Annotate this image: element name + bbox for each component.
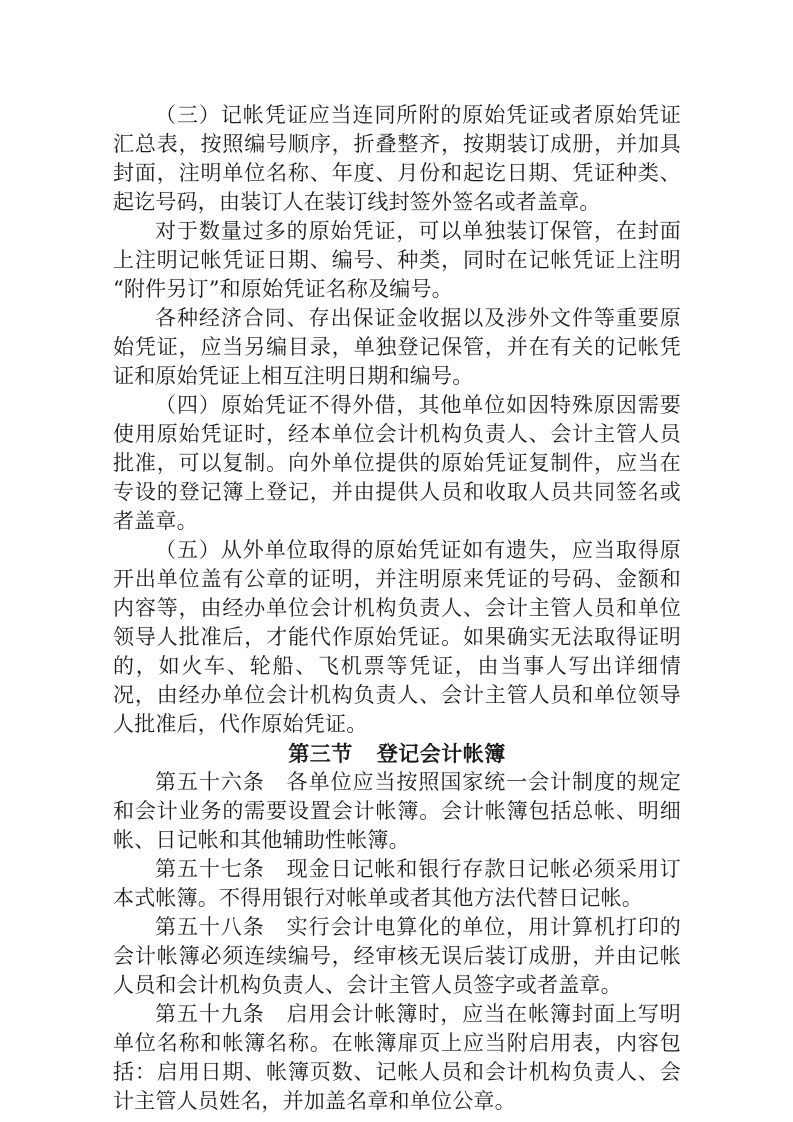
paragraph-article-56: 第五十六条 各单位应当按照国家统一会计制度的规定和会计业务的需要设置会计帐簿。会计帐簿包括总帐、明细帐、日记帐和其他辅助性帐簿。 (113, 770, 681, 852)
paragraph-bulk-vouchers: 对于数量过多的原始凭证，可以单独装订保管，在封面上注明记帐凭证日期、编号、种类，同时在记帐凭证上注明“附件另订”和原始凭证名称及编号。 (113, 219, 681, 301)
paragraph-article-58: 第五十八条 实行会计电算化的单位，用计算机打印的会计帐簿必须连续编号，经审核无误后装订成册，并由记帐人员和会计机构负责人、会计主管人员签字或者盖章。 (113, 915, 681, 997)
paragraph-item-5-lost-vouchers: （五）从外单位取得的原始凭证如有遗失，应当取得原开出单位盖有公章的证明，并注明原来凭证的号码、金额和内容等，由经办单位会计机构负责人、会计主管人员和单位领导人批准后，才能代作原始凭证。如果确实无法取得证明的，如火车、轮船、飞机票等凭证，由当事人写出详细情况，由经办单位会计机构负责人、会计主管人员和单位领导人批准后，代作原始凭证。 (113, 538, 681, 736)
section-heading (113, 739, 681, 768)
paragraph-item-3-binding: （三）记帐凭证应当连同所附的原始凭证或者原始凭证汇总表，按照编号顺序，折叠整齐，按期装订成册，并加具封面，注明单位名称、年度、月份和起讫日期、凭证种类、起讫号码，由装订人在装订线封签外签名或者盖章。 (113, 103, 681, 214)
section-heading-title: 登记会计帐簿 (376, 741, 506, 766)
paragraph-important-vouchers: 各种经济合同、存出保证金收据以及涉外文件等重要原始凭证，应当另编目录，单独登记保管，并在有关的记帐凭证和原始凭证上相互注明日期和编号。 (113, 306, 681, 388)
paragraph-item-4-no-lending: （四）原始凭证不得外借，其他单位如因特殊原因需要使用原始凭证时，经本单位会计机构负责人、会计主管人员批准，可以复制。向外单位提供的原始凭证复制件，应当在专设的登记簿上登记，并由提供人员和收取人员共同签名或者盖章。 (113, 393, 681, 533)
section-heading-number: 第三节 (288, 741, 353, 766)
paragraph-article-57: 第五十七条 现金日记帐和银行存款日记帐必须采用订本式帐簿。不得用银行对帐单或者其他方法代替日记帐。 (113, 857, 681, 910)
paragraph-article-59: 第五十九条 启用会计帐簿时，应当在帐簿封面上写明单位名称和帐簿名称。在帐簿扉页上应当附启用表，内容包括：启用日期、帐簿页数、记帐人员和会计机构负责人、会计主管人员姓名，并加盖名章和单位公章。 (113, 1002, 681, 1113)
